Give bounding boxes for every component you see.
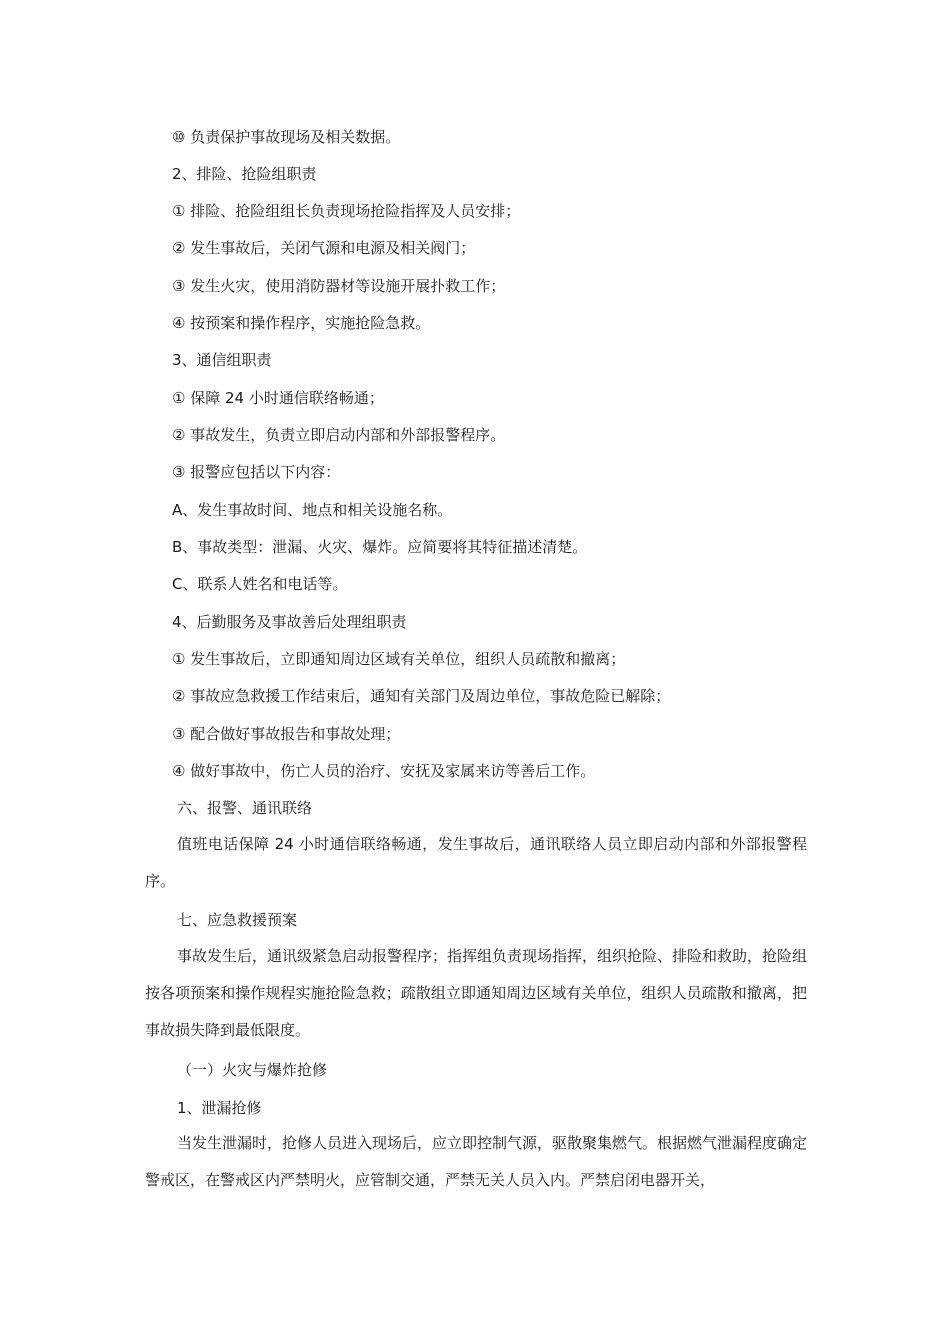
report-content-c: C、联系人姓名和电话等。 [172, 575, 348, 593]
section-heading-alarm: 六、报警、通讯联络 [177, 799, 313, 817]
logistics-item-2: ② 事故应急救援工作结束后，通知有关部门及周边单位，事故危险已解除； [172, 687, 671, 705]
emergency-plan-paragraph: 事故发生后，通讯级紧急启动报警程序；指挥组负责现场指挥，组织抢险、排险和救助，抢险组按各项预案和操作规程实施抢险急救；疏散组立即通知周边区域有关单位，组织人员疏散和撤离，把事故损失降到最低限度。 [145, 947, 808, 1039]
section-heading-emergency-plan: 七、应急救援预案 [177, 911, 298, 929]
duty-item-10: ⑩ 负责保护事故现场及相关数据。 [172, 128, 401, 146]
alarm-paragraph: 值班电话保障 24 小时通信联络畅通，发生事故后，通讯联络人员立即启动内部和外部报警程序。 [145, 835, 807, 890]
report-content-a: A、发生事故时间、地点和相关设施名称。 [172, 501, 453, 519]
subsection-heading-fire-explosion: （一）火灾与爆炸抢修 [177, 1061, 328, 1079]
comm-item-1: ① 保障 24 小时通信联络畅通； [172, 389, 384, 407]
leak-repair-paragraph: 当发生泄漏时，抢修人员进入现场后，应立即控制气源，驱散聚集燃气。根据燃气泄漏程度确定警戒区，在警戒区内严禁明火，应管制交通，严禁无关人员入内。严禁启闭电器开关， [145, 1134, 808, 1189]
rescue-item-3: ③ 发生火灾，使用消防器材等设施开展扑救工作； [172, 277, 506, 295]
section-heading-rescue-group: 2、排险、抢险组职责 [172, 165, 317, 183]
comm-item-3: ③ 报警应包括以下内容： [172, 463, 341, 481]
logistics-item-1: ① 发生事故后，立即通知周边区域有关单位，组织人员疏散和撤离； [172, 650, 626, 668]
logistics-item-3: ③ 配合做好事故报告和事故处理； [172, 725, 401, 743]
logistics-item-4: ④ 做好事故中，伤亡人员的治疗、安抚及家属来访等善后工作。 [172, 762, 596, 780]
section-heading-comm-group: 3、通信组职责 [172, 351, 272, 369]
section-heading-logistics-group: 4、后勤服务及事故善后处理组职责 [172, 613, 407, 631]
comm-item-2: ② 事故发生，负责立即启动内部和外部报警程序。 [172, 426, 506, 444]
rescue-item-1: ① 排险、抢险组组长负责现场抢险指挥及人员安排； [172, 202, 521, 220]
rescue-item-2: ② 发生事故后，关闭气源和电源及相关阀门； [172, 239, 476, 257]
report-content-b: B、事故类型：泄漏、火灾、爆炸。应简要将其特征描述清楚。 [172, 538, 588, 556]
subsection-heading-leak-repair: 1、泄漏抢修 [177, 1099, 262, 1117]
rescue-item-4: ④ 按预案和操作程序，实施抢险急救。 [172, 314, 431, 332]
